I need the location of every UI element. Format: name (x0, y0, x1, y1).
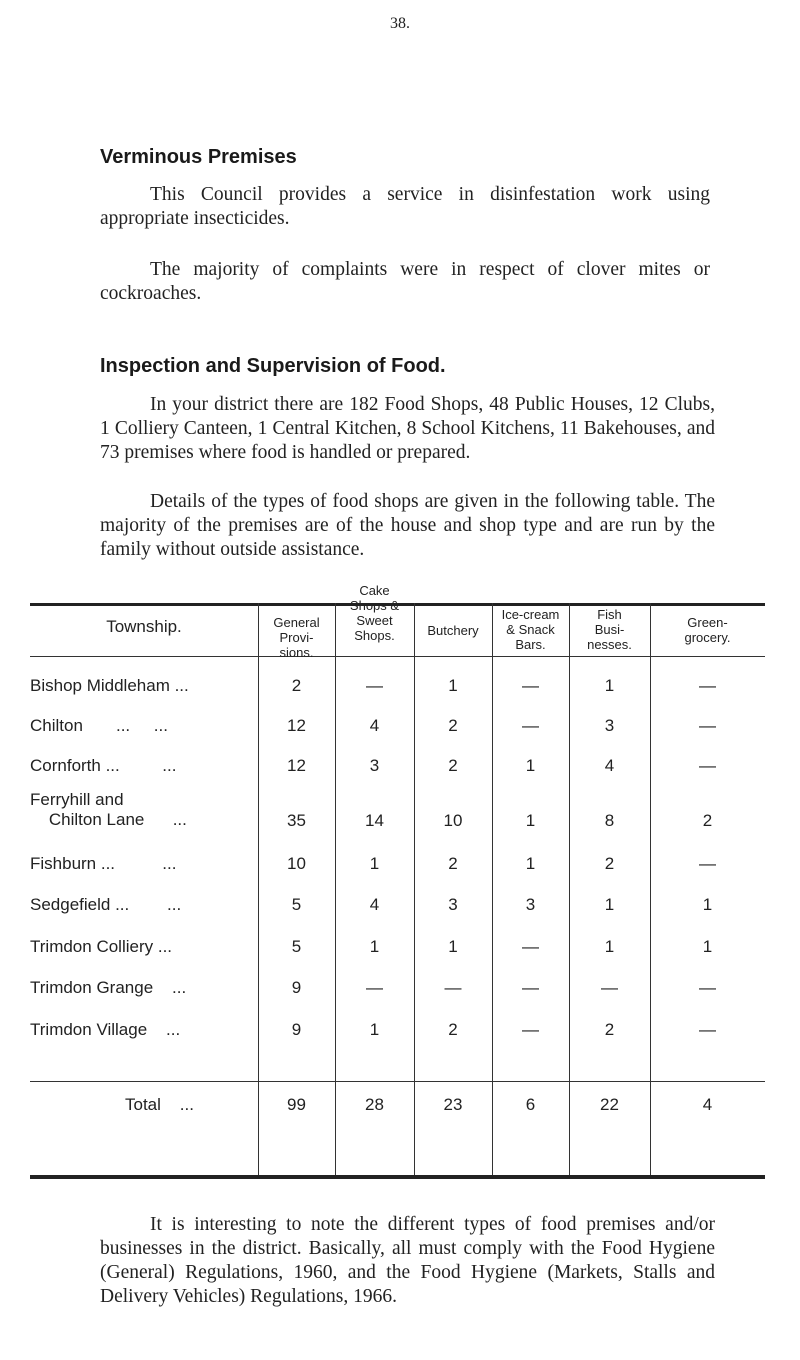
row-township-name: Chilton ... ... (30, 716, 168, 735)
cell-value: 1 (604, 937, 615, 956)
cell-value: 9 (291, 978, 302, 997)
cell-value: — (366, 978, 383, 997)
paragraph-complaints (100, 258, 710, 306)
cell-value: — (699, 716, 716, 735)
paragraph-table-intro (100, 490, 715, 562)
cell-value: — (366, 676, 383, 695)
row-township-name: Fishburn ... ... (30, 854, 177, 873)
cell-value: — (699, 978, 716, 997)
cell-value: 1 (604, 895, 615, 914)
cell-value: 1 (702, 937, 713, 956)
cell-value: 4 (369, 716, 380, 735)
row-township-name: Ferryhill and Chilton Lane ... (30, 790, 187, 829)
cell-value: 2 (702, 811, 713, 830)
paragraph-disinfestation-text: This Council provides a service in disinfestation work using appropriate insecticides. (100, 184, 710, 229)
cell-value: 1 (702, 895, 713, 914)
cell-value: 2 (448, 854, 458, 873)
heading-verminous-premises: Verminous Premises (100, 146, 297, 168)
header-general-provisions: General Provi- sions. (273, 615, 320, 660)
cell-value: 8 (604, 811, 615, 830)
heading-inspection-supervision: Inspection and Supervision of Food. (100, 355, 446, 377)
cell-value: 9 (291, 1020, 302, 1039)
cell-value: 1 (369, 854, 380, 873)
cell-value: 3 (369, 756, 380, 775)
header-greengrocery: Green- grocery. (684, 615, 731, 645)
cell-value: 3 (604, 716, 615, 735)
cell-value: 2 (604, 1020, 615, 1039)
row-township-name: Cornforth ... ... (30, 756, 177, 775)
table-bottom-rule (30, 1175, 765, 1179)
cell-value: — (522, 978, 539, 997)
page-number: 38. (390, 15, 410, 32)
paragraph-regulations-text: It is interesting to note the different types of food premises and/or businesses in the district. Basically, all must comply with the Food Hygiene (General) Regulations, 1960, and the Food Hygiene (Markets, Stalls and Delivery Vehicles) Regulations, 1966. (100, 1214, 715, 1307)
header-ice-cream-snack-bars: Ice-cream & Snack Bars. (501, 607, 560, 652)
paragraph-food-premises-count-text: In your district there are 182 Food Shops, 48 Public Houses, 12 Clubs, 1 Colliery Canteen, 1 Central Kitchen, 8 School Kitchens, 11 Bakehouses, and 73 premises where food is handled or prepared. (100, 394, 715, 463)
cell-value: — (522, 937, 539, 956)
cell-value: 5 (291, 937, 302, 956)
row-township-name: Sedgefield ... ... (30, 895, 182, 914)
row-township-name: Trimdon Village ... (30, 1020, 181, 1039)
cell-value: 3 (448, 895, 458, 914)
cell-value: 14 (365, 811, 384, 830)
food-shops-table (30, 583, 765, 1180)
row-township-name: Trimdon Grange ... (30, 978, 187, 997)
table-total-rule (30, 1081, 765, 1082)
cell-value: 10 (287, 854, 306, 873)
paragraph-complaints-text: The majority of complaints were in respect of clover mites or cockroaches. (100, 259, 710, 304)
cell-value: — (699, 676, 716, 695)
header-butchery: Butchery (427, 623, 479, 638)
cell-value: 1 (525, 811, 536, 830)
cell-value: 35 (287, 811, 306, 830)
cell-value: 5 (291, 895, 302, 914)
cell-value: 1 (525, 854, 536, 873)
header-cake-sweet-shops: Cake Shops & Sweet Shops. (349, 583, 400, 643)
cell-value: — (522, 716, 539, 735)
row-township-name: Bishop Middleham ... (30, 676, 189, 695)
cell-value: 1 (525, 756, 536, 775)
cell-value: 1 (604, 676, 615, 695)
cell-value: 1 (448, 937, 458, 956)
total-value: 22 (600, 1095, 619, 1114)
cell-value: 4 (369, 895, 380, 914)
cell-value: 2 (448, 716, 458, 735)
header-fish-businesses: Fish Busi- nesses. (587, 607, 632, 652)
cell-value: 3 (525, 895, 536, 914)
row-township-name: Trimdon Colliery ... (30, 937, 173, 956)
paragraph-disinfestation (100, 183, 710, 231)
header-township: Township. (106, 617, 182, 636)
paragraph-food-premises-count (100, 393, 715, 465)
cell-value: 12 (287, 756, 306, 775)
total-value: 23 (443, 1095, 463, 1114)
cell-value: 1 (369, 1020, 380, 1039)
cell-value: — (699, 756, 716, 775)
cell-value: 1 (369, 937, 380, 956)
table-header-rule (30, 656, 765, 657)
cell-value: — (699, 1020, 716, 1039)
total-value: 28 (365, 1095, 384, 1114)
paragraph-regulations (100, 1213, 715, 1309)
cell-value: 2 (604, 854, 615, 873)
cell-value: — (699, 854, 716, 873)
cell-value: 2 (448, 1020, 458, 1039)
total-value: 4 (702, 1095, 713, 1114)
total-label: Total ... (125, 1095, 194, 1114)
total-value: 99 (287, 1095, 306, 1114)
total-value: 6 (525, 1095, 536, 1114)
cell-value: — (522, 1020, 539, 1039)
cell-value: 2 (291, 676, 302, 695)
cell-value: 12 (287, 716, 306, 735)
cell-value: 1 (448, 676, 458, 695)
cell-value: — (444, 978, 462, 997)
cell-value: 4 (604, 756, 615, 775)
cell-value: — (601, 978, 618, 997)
cell-value: 10 (443, 811, 463, 830)
cell-value: — (522, 676, 539, 695)
paragraph-table-intro-text: Details of the types of food shops are given in the following table. The majority of the premises are of the house and shop type and are run by the family without outside assistance. (100, 491, 715, 560)
cell-value: 2 (448, 756, 458, 775)
